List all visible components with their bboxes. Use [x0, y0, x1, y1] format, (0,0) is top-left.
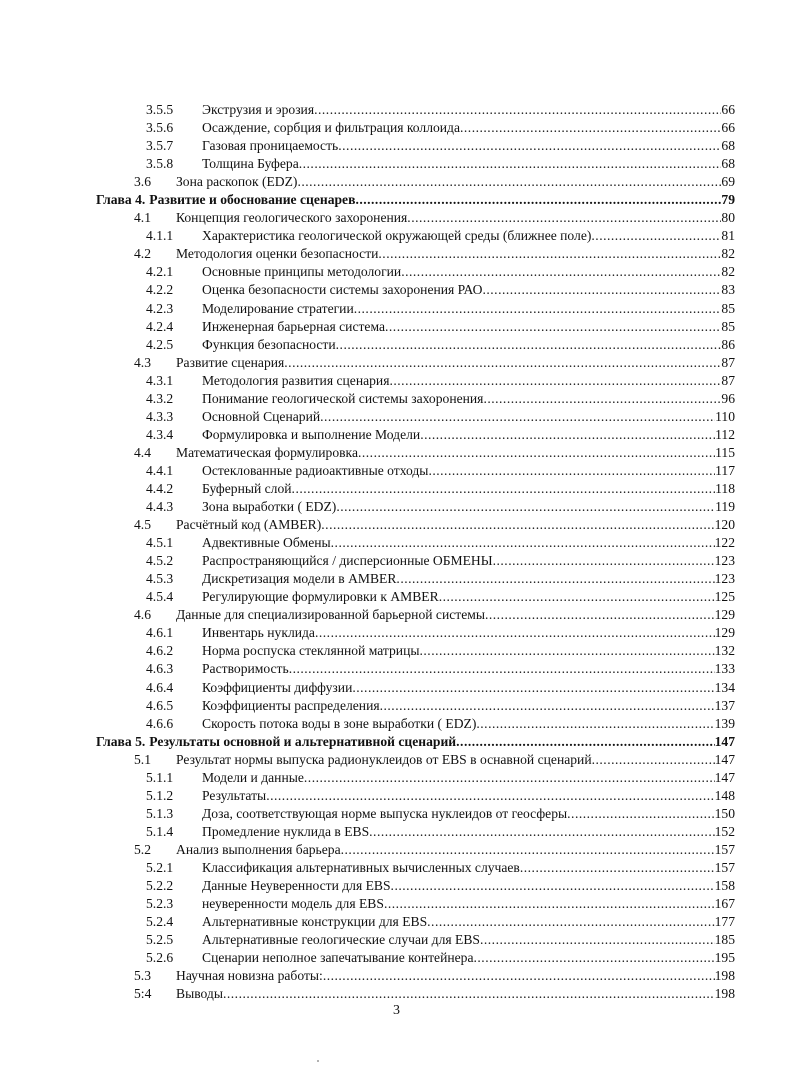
toc-dot-leader — [223, 985, 715, 1003]
toc-entry-number: 4.2.2 — [146, 282, 174, 298]
toc-entry-title: Толщина Буфера — [202, 156, 299, 172]
toc-entry — [96, 300, 735, 318]
toc-entry-title: Газовая проницаемость — [202, 138, 339, 154]
toc-entry-number: 4.6.1 — [146, 625, 174, 641]
toc-entry — [96, 281, 735, 299]
toc-entry — [96, 877, 735, 895]
toc-entry — [96, 534, 735, 552]
toc-entry-page: 66 — [721, 102, 735, 117]
toc-entry-number: 4.6.6 — [146, 715, 174, 731]
toc-entry-number: 4.5.3 — [146, 571, 174, 587]
toc-entry-number: 3.5.7 — [146, 138, 174, 154]
toc-dot-leader — [474, 949, 715, 967]
toc-entry-number: 4.4 — [134, 444, 151, 460]
toc-entry-title: Результаты — [202, 787, 267, 803]
toc-entry-number: 4.6.4 — [146, 679, 174, 695]
toc-entry-title: Функция безопасности — [202, 336, 336, 352]
toc-dot-leader — [292, 480, 716, 498]
toc-entry-page: 157 — [714, 841, 735, 857]
toc-entry-title: Экструзия и эрозия — [202, 102, 315, 117]
toc-entry-number: 5.1 — [134, 751, 151, 767]
toc-entry-page: 129 — [714, 625, 735, 641]
toc-entry-page: 83 — [721, 282, 735, 298]
toc-entry-page: 123 — [714, 553, 735, 569]
toc-entry-title: Классификация альтернативных вычисленных случаев — [202, 859, 520, 875]
toc-entry-page: 112 — [715, 426, 735, 442]
page-number: 3 — [393, 1003, 400, 1018]
toc-dot-leader — [567, 805, 714, 823]
toc-entry — [96, 985, 735, 1003]
toc-entry-number: 3.5.5 — [146, 102, 174, 117]
toc-entry-number: 4.4.1 — [146, 462, 174, 478]
toc-entry — [96, 173, 735, 191]
toc-dot-leader — [427, 913, 714, 931]
toc-entry — [96, 660, 735, 678]
toc-dot-leader — [336, 336, 722, 354]
toc-entry-number: 4.2.5 — [146, 336, 174, 352]
toc-dot-leader — [369, 823, 714, 841]
toc-entry-title: Результат нормы выпуска радионуклеидов от EBS в оснавной сценарий — [176, 751, 592, 767]
toc-dot-leader — [284, 354, 721, 372]
toc-entry-page: 80 — [721, 210, 735, 226]
toc-entry-page: 85 — [721, 300, 735, 316]
toc-entry — [96, 606, 735, 624]
toc-entry-page: 129 — [714, 607, 735, 623]
toc-entry-page: 137 — [714, 697, 735, 713]
toc-entry-number: 4.6.2 — [146, 643, 174, 659]
toc-entry-page: 79 — [721, 192, 735, 208]
toc-entry — [96, 462, 735, 480]
toc-entry-title: Доза, соответствующая норме выпуска нуклеидов от геосферы — [202, 805, 568, 821]
toc-dot-leader — [320, 408, 715, 426]
toc-entry-title: Скорость потока воды в зоне выработки ( EDZ) — [202, 715, 477, 731]
toc-entry — [96, 751, 735, 769]
toc-chapter-entry — [96, 191, 735, 209]
toc-entry-title: Концепция геологического захоронения — [176, 210, 408, 226]
toc-entry-title: Зона выработки ( EDZ) — [202, 499, 337, 515]
toc-dot-leader — [355, 191, 721, 209]
toc-dot-leader — [482, 281, 721, 299]
toc-entry-page: 147 — [714, 733, 735, 749]
toc-entry-title: Норма роспуска стеклянной матрицы — [202, 643, 420, 659]
toc-entry-page: 82 — [721, 246, 735, 262]
toc-entry-title: Промедление нуклида в EBS — [202, 823, 370, 839]
toc-dot-leader — [420, 426, 715, 444]
toc-entry — [96, 823, 735, 841]
toc-entry-page: 82 — [721, 264, 735, 280]
toc-dot-leader — [315, 624, 715, 642]
toc-entry-page: 68 — [721, 138, 735, 154]
toc-entry-number: 4.4.2 — [146, 480, 174, 496]
toc-entry — [96, 426, 735, 444]
toc-entry — [96, 354, 735, 372]
toc-entry-number: 5.2.3 — [146, 896, 174, 912]
toc-entry-title: Данные для специализированной барьерной системы — [176, 607, 485, 623]
toc-entry-title: Зона раскопок (EDZ) — [176, 174, 298, 190]
toc-dot-leader — [407, 209, 721, 227]
toc-entry-number: 4.5.2 — [146, 553, 174, 569]
toc-entry-title: Дискретизация модели в AMBER — [202, 571, 397, 587]
toc-entry-page: 177 — [714, 914, 735, 930]
toc-entry — [96, 967, 735, 985]
toc-entry — [96, 570, 735, 588]
toc-dot-leader — [428, 462, 715, 480]
toc-chapter-entry — [96, 733, 735, 751]
toc-entry-page: 118 — [715, 480, 735, 496]
toc-entry — [96, 805, 735, 823]
toc-entry-page: 68 — [721, 156, 735, 172]
toc-entry-page: 157 — [714, 859, 735, 875]
toc-entry-title: Адвективные Обмены — [202, 535, 331, 551]
toc-entry — [96, 245, 735, 263]
toc-entry-title: Регулирующие формулировки к AMBER — [202, 589, 439, 605]
toc-entry-number: 4.3.4 — [146, 426, 174, 442]
toc-dot-leader — [341, 841, 715, 859]
toc-entry — [96, 697, 735, 715]
toc-entry-number: 4.3.2 — [146, 390, 174, 406]
toc-entry-number: 5.2 — [134, 841, 151, 857]
toc-entry-page: 167 — [714, 896, 735, 912]
toc-entry-number: 5.1.3 — [146, 805, 174, 821]
toc-entry-title: Оценка безопасности системы захоронения РАО — [202, 282, 483, 298]
toc-dot-leader — [385, 318, 721, 336]
toc-entry-title: Методология развития сценария — [202, 372, 390, 388]
toc-entry-title: Основные принципы методологии — [202, 264, 402, 280]
toc-entry-title: Коэффициенты распределения — [202, 697, 380, 713]
toc-entry-title: Научная новизна работы: — [176, 968, 323, 984]
toc-entry-title: Альтернативные конструкции для EBS — [202, 914, 428, 930]
toc-entry-page: 81 — [721, 228, 735, 244]
toc-entry-number: 4.3.3 — [146, 408, 174, 424]
toc-entry-title: Инвентарь нуклида — [202, 625, 315, 641]
toc-entry-page: 96 — [721, 390, 735, 406]
toc-dot-leader — [323, 967, 715, 985]
toc-entry — [96, 101, 735, 119]
toc-entry-title: Развитие и обоснование сценарев — [149, 192, 356, 208]
toc-entry-number: 4.3 — [134, 354, 151, 370]
toc-entry-page: 66 — [721, 120, 735, 136]
toc-entry-page: 69 — [721, 174, 735, 190]
toc-entry — [96, 841, 735, 859]
toc-entry-page: 147 — [714, 751, 735, 767]
toc-entry-number: 4.6.3 — [146, 661, 174, 677]
toc-entry-page: 85 — [721, 318, 735, 334]
toc-dot-leader — [456, 733, 714, 751]
toc-dot-leader — [297, 173, 721, 191]
toc-dot-leader — [314, 101, 721, 119]
toc-entry-page: 158 — [714, 878, 735, 894]
toc-entry-number: 5.2.6 — [146, 950, 174, 966]
toc-entry-page: 198 — [714, 968, 735, 984]
toc-dot-leader — [336, 498, 715, 516]
toc-entry-title: Расчётный код (AMBER) — [176, 517, 322, 533]
toc-dot-leader — [389, 372, 721, 390]
toc-entry — [96, 895, 735, 913]
toc-entry-number: 3.5.8 — [146, 156, 174, 172]
toc-entry-number: 4.6 — [134, 607, 151, 623]
toc-entry-page: 195 — [714, 950, 735, 966]
toc-entry — [96, 390, 735, 408]
toc-entry — [96, 516, 735, 534]
toc-entry-number: 4.5.1 — [146, 535, 174, 551]
toc-entry — [96, 318, 735, 336]
toc-dot-leader — [266, 787, 714, 805]
toc-dot-leader — [384, 895, 715, 913]
toc-entry-number: 5.3 — [134, 968, 151, 984]
toc-dot-leader — [483, 390, 721, 408]
toc-entry-number: 4.6.5 — [146, 697, 174, 713]
toc-entry-page: 87 — [721, 354, 735, 370]
toc-entry-page: 115 — [715, 444, 735, 460]
toc-entry-page: 120 — [714, 517, 735, 533]
toc-dot-leader — [352, 679, 714, 697]
toc-entry-title: Развитие сценария — [176, 354, 285, 370]
toc-entry-number: 4.2.4 — [146, 318, 174, 334]
toc-entry-page: 132 — [714, 643, 735, 659]
toc-entry — [96, 408, 735, 426]
toc-dot-leader — [401, 263, 721, 281]
toc-dot-leader — [354, 300, 722, 318]
toc-entry — [96, 588, 735, 606]
toc-entry — [96, 119, 735, 137]
toc-entry — [96, 913, 735, 931]
toc-entry — [96, 137, 735, 155]
toc-dot-leader — [476, 715, 714, 733]
toc-dot-leader — [299, 155, 722, 173]
toc-entry-number: 5.2.1 — [146, 859, 174, 875]
toc-dot-leader — [439, 588, 715, 606]
toc-dot-leader — [460, 119, 721, 137]
toc-dot-leader — [396, 570, 714, 588]
toc-dot-leader — [338, 137, 721, 155]
toc-entry — [96, 787, 735, 805]
toc-entry-page: 147 — [714, 769, 735, 785]
toc-dot-leader — [520, 859, 715, 877]
toc-entry-number: 4.2.3 — [146, 300, 174, 316]
toc-entry-title: Распространяющийся / дисперсионные ОБМЕНЫ — [202, 553, 493, 569]
toc-entry-page: 125 — [714, 589, 735, 605]
toc-entry-title: Осаждение, сорбция и фильтрация коллоида — [202, 120, 460, 136]
toc-dot-leader — [358, 444, 715, 462]
toc-entry-page: 134 — [714, 679, 735, 695]
toc-dot-leader — [485, 606, 715, 624]
toc-entry-number: 5.1.1 — [146, 769, 174, 785]
toc-entry — [96, 372, 735, 390]
toc-entry-title: Растворимость — [202, 661, 289, 677]
toc-entry — [96, 552, 735, 570]
toc-dot-leader — [304, 769, 715, 787]
toc-entry-number: 4.2.1 — [146, 264, 174, 280]
toc-entry — [96, 498, 735, 516]
toc-entry-number: 5.2.2 — [146, 878, 174, 894]
table-of-contents — [96, 101, 735, 1003]
toc-entry — [96, 480, 735, 498]
toc-entry — [96, 263, 735, 281]
toc-entry — [96, 769, 735, 787]
toc-dot-leader — [420, 642, 715, 660]
toc-entry-title: Сценарии неполное запечатывание контейнера — [202, 950, 474, 966]
toc-entry-number: 5.2.5 — [146, 932, 174, 948]
toc-entry-page: 117 — [715, 462, 735, 478]
toc-entry-number: 5.1.4 — [146, 823, 174, 839]
toc-entry — [96, 336, 735, 354]
toc-entry-number: 4.5 — [134, 517, 151, 533]
toc-entry-page: 123 — [714, 571, 735, 587]
toc-entry-page: 185 — [714, 932, 735, 948]
toc-entry-title: Остеклованные радиоактивные отходы — [202, 462, 429, 478]
toc-entry-number: Глава 5. — [96, 733, 146, 749]
toc-entry-title: Альтернативные геологические случаи для EBS — [202, 932, 480, 948]
toc-entry-number: 5:4 — [134, 986, 152, 1002]
toc-entry — [96, 679, 735, 697]
toc-entry-number: 4.1.1 — [146, 228, 174, 244]
toc-entry — [96, 209, 735, 227]
toc-dot-leader — [289, 660, 715, 678]
toc-entry-title: Выводы — [176, 986, 223, 1002]
toc-entry — [96, 715, 735, 733]
toc-entry-page: 148 — [714, 787, 735, 803]
toc-entry-number: Глава 4. — [96, 192, 146, 208]
toc-dot-leader — [592, 751, 715, 769]
toc-entry — [96, 642, 735, 660]
toc-entry-title: Буферный слой — [202, 480, 292, 496]
toc-entry — [96, 444, 735, 462]
toc-entry-title: неуверенности модель для EBS — [202, 896, 384, 912]
toc-entry-title: Анализ выполнения барьера — [176, 841, 341, 857]
toc-entry-number: 3.6 — [134, 174, 151, 190]
toc-entry-page: 119 — [715, 499, 735, 515]
toc-dot-leader — [380, 697, 715, 715]
toc-entry-number: 4.4.3 — [146, 499, 174, 515]
toc-entry-number: 5.2.4 — [146, 914, 174, 930]
toc-dot-leader — [493, 552, 715, 570]
toc-entry — [96, 859, 735, 877]
toc-entry — [96, 931, 735, 949]
toc-entry-title: Математическая формулировка — [176, 444, 358, 460]
toc-entry-number: 4.5.4 — [146, 589, 174, 605]
toc-entry-page: 133 — [714, 661, 735, 677]
toc-entry-title: Коэффициенты диффузии — [202, 679, 353, 695]
toc-entry-number: 4.2 — [134, 246, 151, 262]
toc-entry-title: Характеристика геологической окружающей среды (ближнее поле) — [202, 228, 592, 244]
toc-entry-title: Результаты основной и альтернативной сценарий — [149, 733, 457, 749]
toc-entry-page: 110 — [715, 408, 735, 424]
toc-entry-page: 198 — [714, 986, 735, 1002]
toc-entry-page: 139 — [714, 715, 735, 731]
toc-entry-number: 4.1 — [134, 210, 151, 226]
toc-entry-title: Модели и данные — [202, 769, 304, 785]
toc-dot-leader — [391, 877, 715, 895]
scan-dot — [317, 1060, 319, 1062]
toc-entry-page: 150 — [714, 805, 735, 821]
toc-entry-title: Инженерная барьерная система — [202, 318, 385, 334]
toc-entry-title: Формулировка и выполнение Модели — [202, 426, 421, 442]
toc-dot-leader — [378, 245, 721, 263]
toc-entry-page: 86 — [721, 336, 735, 352]
toc-entry-title: Понимание геологической системы захоронения — [202, 390, 484, 406]
toc-entry-page: 122 — [714, 535, 735, 551]
toc-entry-number: 5.1.2 — [146, 787, 174, 803]
toc-entry-title: Основной Сценарий — [202, 408, 321, 424]
toc-entry-number: 3.5.6 — [146, 120, 174, 136]
toc-dot-leader — [591, 227, 721, 245]
toc-entry — [96, 155, 735, 173]
toc-entry-title: Методология оценки безопасности — [176, 246, 379, 262]
toc-dot-leader — [480, 931, 715, 949]
toc-entry-number: 4.3.1 — [146, 372, 174, 388]
toc-entry — [96, 624, 735, 642]
toc-entry-page: 152 — [714, 823, 735, 839]
toc-entry — [96, 949, 735, 967]
toc-dot-leader — [331, 534, 715, 552]
toc-entry-title: Данные Неуверенности для EBS — [202, 878, 391, 894]
toc-dot-leader — [321, 516, 714, 534]
toc-entry — [96, 227, 735, 245]
toc-entry-title: Моделирование стратегии — [202, 300, 354, 316]
toc-entry-page: 87 — [721, 372, 735, 388]
